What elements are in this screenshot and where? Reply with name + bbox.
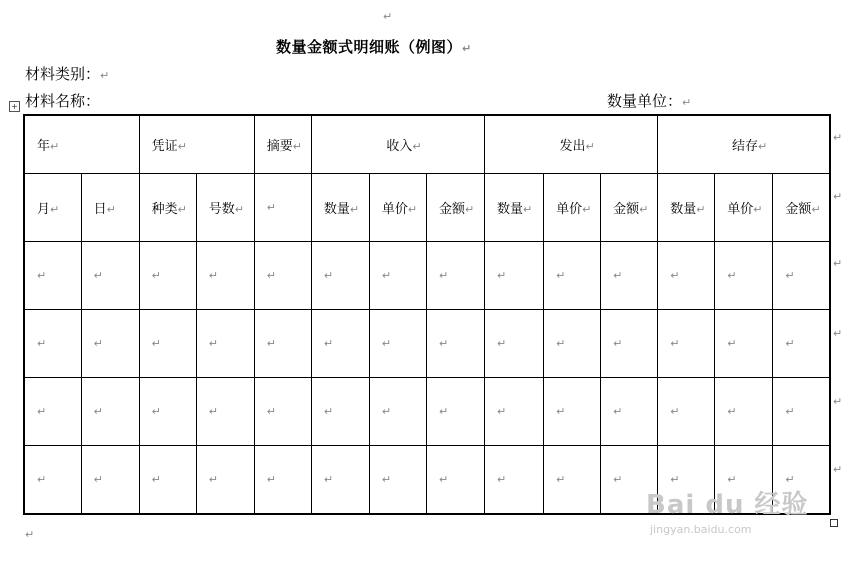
table-cell[interactable]: ↵ xyxy=(369,378,426,446)
table-cell[interactable]: ↵ xyxy=(139,378,196,446)
subheader-income-price[interactable]: 单价↵ xyxy=(369,174,426,242)
table-cell[interactable]: ↵ xyxy=(601,310,658,378)
table-cell[interactable]: ↵ xyxy=(715,378,773,446)
table-cell[interactable]: ↵ xyxy=(715,446,773,515)
table-cell[interactable]: ↵ xyxy=(601,378,658,446)
table-cell[interactable]: ↵ xyxy=(773,242,830,310)
table-cell[interactable]: ↵ xyxy=(426,446,484,515)
table-cell[interactable]: ↵ xyxy=(254,378,311,446)
table-cell[interactable]: ↵ xyxy=(544,378,601,446)
header-issue[interactable]: 发出↵ xyxy=(485,115,658,174)
subheader-issue-price[interactable]: 单价↵ xyxy=(544,174,601,242)
subheader-income-amount[interactable]: 金额↵ xyxy=(426,174,484,242)
table-cell[interactable]: ↵ xyxy=(485,242,544,310)
table-cell[interactable]: ↵ xyxy=(658,242,715,310)
table-cell[interactable]: ↵ xyxy=(81,446,139,515)
table-cell[interactable]: ↵ xyxy=(426,378,484,446)
table-row xyxy=(24,378,830,446)
subheader-type[interactable]: 种类↵ xyxy=(139,174,196,242)
table-cell[interactable]: ↵ xyxy=(196,446,254,515)
table-cell[interactable]: ↵ xyxy=(311,378,369,446)
table-row xyxy=(24,242,830,310)
subheader-income-qty[interactable]: 数量↵ xyxy=(311,174,369,242)
table-cell[interactable]: ↵ xyxy=(24,242,81,310)
row-end-mark: ↵ xyxy=(833,395,843,408)
header-balance[interactable]: 结存↵ xyxy=(658,115,830,174)
row-end-mark: ↵ xyxy=(833,131,843,144)
material-category-field[interactable]: 材料类别：↵ xyxy=(25,65,110,83)
table-cell[interactable]: ↵ xyxy=(426,242,484,310)
table-move-handle-icon[interactable]: + xyxy=(9,101,20,112)
paragraph-mark: ↵ xyxy=(383,10,393,23)
table-cell[interactable]: ↵ xyxy=(24,378,81,446)
watermark-brand: Bai du 经验 xyxy=(646,490,809,520)
table-cell[interactable]: ↵ xyxy=(254,242,311,310)
header-income[interactable]: 收入↵ xyxy=(311,115,484,174)
table-cell[interactable]: ↵ xyxy=(196,310,254,378)
row-end-mark: ↵ xyxy=(833,257,843,270)
table-cell[interactable]: ↵ xyxy=(81,242,139,310)
subheader-balance-price[interactable]: 单价↵ xyxy=(715,174,773,242)
table-row xyxy=(24,310,830,378)
table-resize-handle-icon[interactable] xyxy=(830,519,838,527)
table-cell[interactable]: ↵ xyxy=(485,310,544,378)
table-cell[interactable]: ↵ xyxy=(485,378,544,446)
material-name-field[interactable]: 材料名称： xyxy=(25,92,101,110)
table-cell[interactable]: ↵ xyxy=(658,378,715,446)
table-cell[interactable]: ↵ xyxy=(311,446,369,515)
table-cell[interactable]: ↵ xyxy=(139,310,196,378)
table-cell[interactable]: ↵ xyxy=(139,242,196,310)
table-cell[interactable]: ↵ xyxy=(773,378,830,446)
subheader-issue-amount[interactable]: 金额↵ xyxy=(601,174,658,242)
table-cell[interactable]: ↵ xyxy=(773,310,830,378)
table-cell[interactable]: ↵ xyxy=(24,446,81,515)
table-cell[interactable]: ↵ xyxy=(544,446,601,515)
subheader-summary-blank[interactable]: ↵ xyxy=(254,174,311,242)
quantity-unit-field[interactable]: 数量单位：↵ xyxy=(607,92,692,110)
table-cell[interactable]: ↵ xyxy=(81,310,139,378)
table-cell[interactable]: ↵ xyxy=(544,310,601,378)
table-subheader-row xyxy=(24,174,830,242)
table-cell[interactable]: ↵ xyxy=(139,446,196,515)
row-end-mark: ↵ xyxy=(833,463,843,476)
table-cell[interactable]: ↵ xyxy=(658,446,715,515)
ledger-table xyxy=(23,114,831,515)
table-cell[interactable]: ↵ xyxy=(601,242,658,310)
table-cell[interactable]: ↵ xyxy=(715,310,773,378)
subheader-balance-qty[interactable]: 数量↵ xyxy=(658,174,715,242)
table-cell[interactable]: ↵ xyxy=(426,310,484,378)
table-cell[interactable]: ↵ xyxy=(311,310,369,378)
header-summary[interactable]: 摘要↵ xyxy=(254,115,311,174)
table-cell[interactable]: ↵ xyxy=(369,242,426,310)
table-cell[interactable]: ↵ xyxy=(773,446,830,515)
table-cell[interactable]: ↵ xyxy=(196,378,254,446)
table-cell[interactable]: ↵ xyxy=(544,242,601,310)
table-cell[interactable]: ↵ xyxy=(254,446,311,515)
header-year[interactable]: 年↵ xyxy=(24,115,139,174)
paragraph-mark: ↵ xyxy=(25,528,35,541)
table-cell[interactable]: ↵ xyxy=(196,242,254,310)
table-cell[interactable]: ↵ xyxy=(81,378,139,446)
subheader-number[interactable]: 号数↵ xyxy=(196,174,254,242)
row-end-mark: ↵ xyxy=(833,327,843,340)
subheader-month[interactable]: 月↵ xyxy=(24,174,81,242)
subheader-day[interactable]: 日↵ xyxy=(81,174,139,242)
header-voucher[interactable]: 凭证↵ xyxy=(139,115,254,174)
table-cell[interactable]: ↵ xyxy=(485,446,544,515)
table-cell[interactable]: ↵ xyxy=(369,310,426,378)
table-cell[interactable]: ↵ xyxy=(369,446,426,515)
watermark-url: jingyan.baidu.com xyxy=(650,523,752,536)
table-cell[interactable]: ↵ xyxy=(24,310,81,378)
table-cell[interactable]: ↵ xyxy=(311,242,369,310)
table-cell[interactable]: ↵ xyxy=(715,242,773,310)
row-end-mark: ↵ xyxy=(833,190,843,203)
subheader-issue-qty[interactable]: 数量↵ xyxy=(485,174,544,242)
table-cell[interactable]: ↵ xyxy=(601,446,658,515)
baidu-jingyan-watermark xyxy=(646,484,816,544)
table-cell[interactable]: ↵ xyxy=(658,310,715,378)
document-title: 数量金额式明细账（例图）↵ xyxy=(276,38,472,56)
table-cell[interactable]: ↵ xyxy=(254,310,311,378)
table-header-row xyxy=(24,115,830,174)
subheader-balance-amount[interactable]: 金额↵ xyxy=(773,174,830,242)
